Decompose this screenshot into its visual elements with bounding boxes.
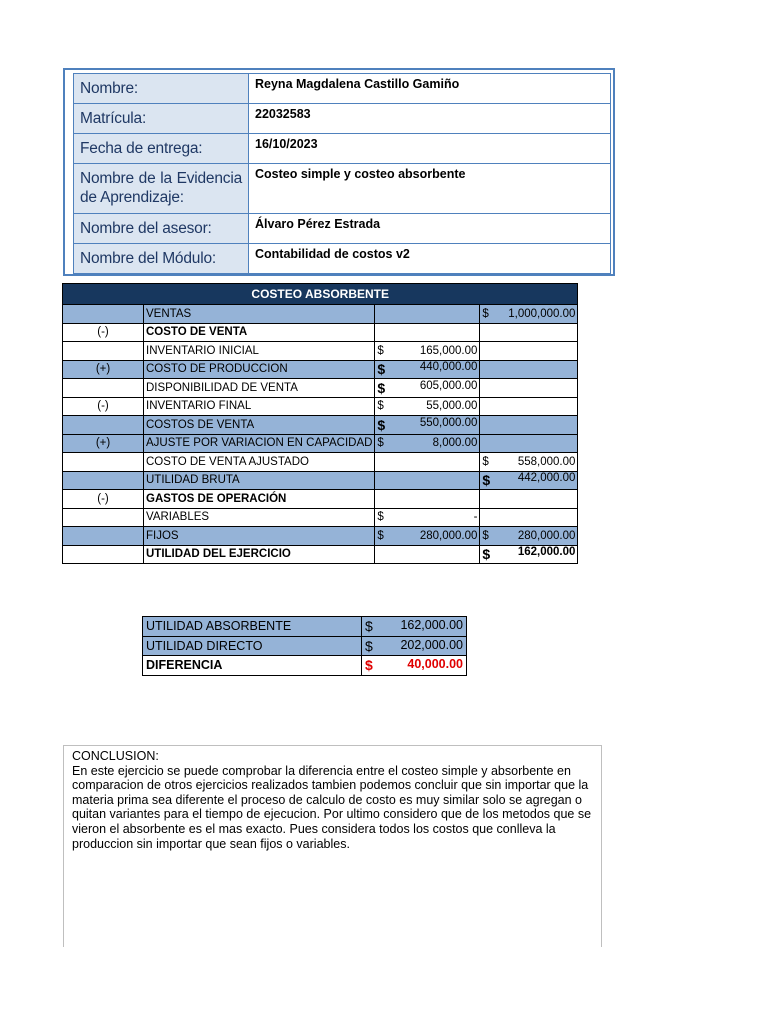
amount-value: 440,000.00 [419, 361, 478, 374]
total-amount-cell [480, 416, 578, 435]
total-amount-cell [480, 434, 578, 453]
operator-cell [63, 416, 144, 435]
amount-value: 280,000.00 [517, 529, 576, 542]
total-amount-cell [480, 397, 578, 416]
currency-symbol: $ [482, 472, 491, 489]
summary-row [143, 617, 467, 637]
info-label: Matrícula: [74, 104, 249, 134]
conclusion-heading: CONCLUSION: [72, 749, 159, 763]
concept-cell: COSTO DE VENTA AJUSTADO [144, 453, 375, 472]
costeo-row [63, 490, 578, 509]
costeo-row [63, 527, 578, 546]
total-amount-cell [480, 360, 578, 379]
amount-value: 55,000.00 [426, 400, 478, 413]
info-row-matricula [74, 104, 611, 134]
amount-value: 280,000.00 [419, 529, 478, 542]
info-value: Reyna Magdalena Castillo Gamiño [249, 74, 611, 104]
concept-cell: FIJOS [144, 527, 375, 546]
info-value: Álvaro Pérez Estrada [249, 214, 611, 244]
info-row-evidencia [74, 164, 611, 214]
currency-symbol: $ [377, 416, 386, 433]
concept-cell: COSTO DE VENTA [144, 323, 375, 342]
partial-amount-cell [375, 471, 480, 490]
costeo-row [63, 545, 578, 564]
total-amount-cell [480, 545, 578, 564]
info-label: Nombre del Módulo: [74, 244, 249, 274]
amount-value: 162,000.00 [517, 546, 576, 559]
concept-cell: INVENTARIO FINAL [144, 397, 375, 416]
costeo-row [63, 397, 578, 416]
costeo-row [63, 379, 578, 398]
amount-value: 605,000.00 [419, 379, 478, 392]
summary-label: UTILIDAD ABSORBENTE [143, 617, 362, 637]
concept-cell: AJUSTE POR VARIACION EN CAPACIDAD [144, 434, 375, 453]
conclusion-box [63, 745, 602, 947]
concept-cell: DISPONIBILIDAD DE VENTA [144, 379, 375, 398]
concept-cell: UTILIDAD BRUTA [144, 471, 375, 490]
info-label: Nombre de la Evidencia de Aprendizaje: [74, 164, 249, 214]
partial-amount-cell [375, 323, 480, 342]
summary-label: DIFERENCIA [143, 656, 362, 676]
total-amount-cell [480, 527, 578, 546]
operator-cell: (+) [63, 434, 144, 453]
info-label: Nombre: [74, 74, 249, 104]
amount-value: 202,000.00 [400, 637, 463, 652]
partial-amount-cell [375, 453, 480, 472]
operator-cell [63, 471, 144, 490]
student-info-panel [63, 68, 615, 276]
amount-value: 40,000.00 [407, 657, 463, 672]
total-amount-cell [480, 471, 578, 490]
partial-amount-cell [375, 360, 480, 379]
operator-cell: (-) [63, 490, 144, 509]
concept-cell: COSTO DE PRODUCCION [144, 360, 375, 379]
info-value: 22032583 [249, 104, 611, 134]
concept-cell: UTILIDAD DEL EJERCICIO [144, 545, 375, 564]
partial-amount-cell [375, 490, 480, 509]
costeo-row [63, 434, 578, 453]
amount-value: 558,000.00 [517, 455, 576, 468]
operator-cell [63, 379, 144, 398]
total-amount-cell [480, 305, 578, 324]
student-info-table [73, 73, 611, 274]
concept-cell: VENTAS [144, 305, 375, 324]
info-label: Fecha de entrega: [74, 134, 249, 164]
costeo-row [63, 342, 578, 361]
partial-amount-cell [375, 305, 480, 324]
info-row-fecha [74, 134, 611, 164]
summary-label: UTILIDAD DIRECTO [143, 636, 362, 656]
currency-symbol: $ [482, 455, 489, 468]
currency-symbol: $ [365, 637, 373, 654]
currency-symbol: $ [377, 344, 384, 357]
conclusion-text: En este ejercicio se puede comprobar la diferencia entre el costeo simple y absorbente en comparacion de otros ejercicios realizados tambien podemos concluir que sin importar que la materia prima sea diferente el proceso de calculo de costo es muy similar solo se agregan o quitan variantes para el tiempo de ejecucion. Por ultimo considero que de los metodos que se vieron el absorbente es el mas exacto. Pues considera todos los costos que conlleva la produccion sin importar que sean fijos o variables. [72, 763, 592, 851]
costeo-row [63, 453, 578, 472]
amount-value: 550,000.00 [419, 416, 478, 429]
operator-cell: (-) [63, 323, 144, 342]
total-amount-cell [480, 490, 578, 509]
summary-amount [362, 617, 467, 637]
costeo-row [63, 508, 578, 527]
info-row-modulo [74, 244, 611, 274]
operator-cell: (-) [63, 397, 144, 416]
info-label: Nombre del asesor: [74, 214, 249, 244]
partial-amount-cell [375, 508, 480, 527]
info-value: Contabilidad de costos v2 [249, 244, 611, 274]
total-amount-cell [480, 453, 578, 472]
info-row-asesor [74, 214, 611, 244]
concept-cell: VARIABLES [144, 508, 375, 527]
costeo-row [63, 305, 578, 324]
operator-cell: (+) [63, 360, 144, 379]
operator-cell [63, 305, 144, 324]
summary-amount [362, 636, 467, 656]
currency-symbol: $ [365, 618, 373, 635]
currency-symbol: $ [365, 657, 373, 674]
operator-cell [63, 342, 144, 361]
currency-symbol: $ [482, 529, 489, 542]
operator-cell [63, 508, 144, 527]
operator-cell [63, 527, 144, 546]
partial-amount-cell [375, 397, 480, 416]
costeo-header-row [63, 284, 578, 305]
concept-cell: GASTOS DE OPERACIÓN [144, 490, 375, 509]
info-row-nombre [74, 74, 611, 104]
summary-row [143, 656, 467, 676]
currency-symbol: $ [377, 529, 384, 542]
currency-symbol: $ [482, 307, 489, 320]
partial-amount-cell [375, 545, 480, 564]
info-value: Costeo simple y costeo absorbente [249, 164, 611, 214]
total-amount-cell [480, 508, 578, 527]
amount-value: 442,000.00 [517, 472, 576, 485]
costeo-absorbente-table [62, 283, 578, 564]
total-amount-cell [480, 379, 578, 398]
costeo-row [63, 323, 578, 342]
amount-value: 165,000.00 [419, 344, 478, 357]
amount-value: - [473, 511, 478, 524]
summary-row [143, 636, 467, 656]
utilidad-summary-table [142, 616, 467, 676]
total-amount-cell [480, 342, 578, 361]
concept-cell: INVENTARIO INICIAL [144, 342, 375, 361]
currency-symbol: $ [377, 400, 384, 413]
costeo-row [63, 360, 578, 379]
currency-symbol: $ [377, 511, 384, 524]
concept-cell: COSTOS DE VENTA [144, 416, 375, 435]
currency-symbol: $ [482, 546, 491, 563]
currency-symbol: $ [377, 361, 386, 378]
amount-value: 1,000,000.00 [508, 307, 576, 320]
costeo-title: COSTEO ABSORBENTE [63, 284, 578, 305]
info-value: 16/10/2023 [249, 134, 611, 164]
operator-cell [63, 545, 144, 564]
total-amount-cell [480, 323, 578, 342]
summary-amount [362, 656, 467, 676]
costeo-row [63, 416, 578, 435]
partial-amount-cell [375, 379, 480, 398]
amount-value: 162,000.00 [400, 618, 463, 633]
partial-amount-cell [375, 416, 480, 435]
amount-value: 8,000.00 [432, 437, 478, 450]
currency-symbol: $ [377, 379, 386, 396]
partial-amount-cell [375, 434, 480, 453]
costeo-row [63, 471, 578, 490]
partial-amount-cell [375, 342, 480, 361]
currency-symbol: $ [377, 437, 384, 450]
partial-amount-cell [375, 527, 480, 546]
operator-cell [63, 453, 144, 472]
